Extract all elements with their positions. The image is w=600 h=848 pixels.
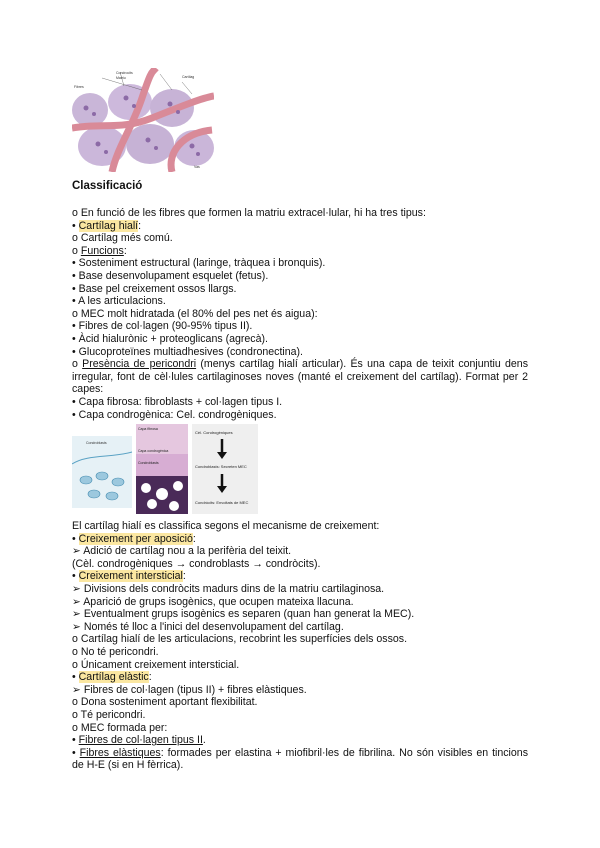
text-line bbox=[72, 570, 528, 583]
text-line: o Dona sosteniment aportant flexibilitat. bbox=[72, 696, 258, 709]
underline-collagen-ii: Fibres de col·lagen tipus II bbox=[78, 734, 203, 747]
highlight-intersticial: Creixement intersticial bbox=[78, 570, 183, 583]
label-cartilag: Cartílag bbox=[182, 75, 195, 79]
label-capa-fibrosa: Capa fibrosa bbox=[138, 427, 158, 431]
text-line: (Cèl. condrogèniques → condroblasts → condròcits). bbox=[72, 557, 321, 570]
micrograph bbox=[136, 424, 188, 514]
underline-fibres-elastiques: Fibres elàstiques bbox=[79, 746, 161, 759]
text-line: • Àcid hialurònic + proteoglicans (agrecà). bbox=[72, 332, 268, 345]
text-line: o MEC molt hidratada (el 80% del pes net és aigua): bbox=[72, 307, 318, 320]
label-secreten-mec: Condroblasts: Secreten MEC bbox=[195, 464, 247, 469]
text-line: • Base desenvolupament esquelet (fetus). bbox=[72, 269, 269, 282]
text-line: • Fibres de col·lagen (90-95% tipus II). bbox=[72, 320, 253, 333]
colon: : bbox=[182, 570, 186, 583]
label-vas: Vas bbox=[194, 165, 200, 169]
bullet: • bbox=[72, 219, 79, 232]
text-line: o Té pericondri. bbox=[72, 709, 146, 721]
text-line: • Base pel creixement ossos llargs. bbox=[72, 282, 237, 295]
label-capa-condrogenica: Capa condrogènica bbox=[138, 449, 169, 453]
label-condroblasts: Condroblasts bbox=[86, 441, 107, 445]
text-line bbox=[72, 245, 528, 258]
text-paragraph bbox=[72, 358, 528, 396]
label-condroblasts-2: Condroblasts bbox=[138, 461, 159, 465]
text-line: • Capa fibrosa: fibroblasts + col·lagen tipus I. bbox=[72, 395, 283, 408]
period: . bbox=[202, 734, 206, 747]
highlight-aposicio: Creixement per aposició bbox=[78, 532, 193, 545]
bullet: o bbox=[72, 244, 81, 257]
underline-pericondri: Presència de pericondri bbox=[82, 358, 197, 371]
label-cel-condrogeniques: Cèl. Condrogèniques bbox=[195, 430, 233, 435]
bullet: • bbox=[72, 746, 80, 759]
text-line: • Capa condrogènica: Cel. condrogèniques. bbox=[72, 408, 277, 421]
growth-figure bbox=[72, 424, 258, 514]
text-line: o Únicament creixement intersticial. bbox=[72, 658, 240, 671]
cartilage-illustration bbox=[72, 68, 214, 172]
text-line bbox=[72, 533, 528, 546]
colon: : bbox=[138, 219, 142, 232]
bullet: • bbox=[72, 734, 79, 747]
text-line: o MEC formada per: bbox=[72, 721, 168, 734]
text-line: ➢ Adició de cartílag nou a la perifèria del teixit. bbox=[72, 545, 292, 558]
flow-box bbox=[192, 424, 258, 514]
text-line: ➢ Fibres de col·lagen (tipus II) + fibres elàstiques. bbox=[72, 683, 307, 696]
label-envoltats-mec: Condròcits: Envoltats de MEC bbox=[195, 500, 249, 505]
text-line bbox=[72, 220, 528, 233]
text-line: • A les articulacions. bbox=[72, 295, 166, 308]
text-line: o Cartílag més comú. bbox=[72, 232, 173, 245]
text-line: ➢ Aparició de grups isogènics, que ocupen mateixa llacuna. bbox=[72, 595, 354, 608]
text-line: ➢ Divisions dels condròcits madurs dins de la matriu cartilaginosa. bbox=[72, 583, 385, 596]
bullet: • bbox=[72, 570, 79, 583]
label-fibres: Fibres bbox=[74, 85, 84, 89]
bullet: o bbox=[72, 358, 83, 371]
text-line: El cartílag hialí es classifica segons el mecanisme de creixement: bbox=[72, 520, 380, 533]
text-line bbox=[72, 671, 528, 684]
section-heading: Classificació bbox=[72, 180, 143, 192]
text-paragraph bbox=[72, 747, 528, 772]
bullet: • bbox=[72, 532, 79, 545]
paragraph-text: : formades per elastina + miofibril·les de fibrilina. No són visibles en tincions de H-E (si en H fèrrica). bbox=[72, 746, 528, 772]
colon: : bbox=[123, 244, 127, 257]
text-line: • Sosteniment estructural (laringe, tràquea i bronquis). bbox=[72, 257, 326, 270]
label-matriu: Matriu bbox=[116, 76, 126, 80]
paragraph-text: (menys cartílag hialí articular). És una capa de teixit conjuntiu dens irregular, font de cèl·lules cartilaginoses noves (manté el creixement del cartílag). Format per 2 capes: bbox=[72, 358, 528, 396]
colon: : bbox=[148, 671, 152, 684]
underline-funcions: Funcions bbox=[80, 244, 124, 257]
cells-diagram bbox=[72, 436, 132, 508]
text-line: o En funció de les fibres que formen la matriu extracel·lular, hi ha tres tipus: bbox=[72, 207, 426, 219]
highlight-elastic: Cartílag elàstic bbox=[78, 671, 149, 684]
text-line: o No té pericondri. bbox=[72, 646, 159, 659]
bullet: • bbox=[72, 671, 79, 684]
text-line: o Cartílag hialí de les articulacions, recobrint les superfícies dels ossos. bbox=[72, 633, 408, 646]
text-line: ➢ Només té lloc a l'inici del desenvolupament del cartílag. bbox=[72, 620, 344, 633]
colon: : bbox=[192, 532, 196, 545]
text-line: ➢ Eventualment grups isogènics es separen (quan han generat la MEC). bbox=[72, 608, 415, 621]
label-condrocits: Condrocits bbox=[116, 71, 133, 75]
text-line: • Glucoproteïnes multiadhesives (condronectina). bbox=[72, 345, 304, 358]
highlight-cartilag-hiali: Cartílag hialí bbox=[78, 219, 139, 232]
text-line bbox=[72, 734, 528, 747]
